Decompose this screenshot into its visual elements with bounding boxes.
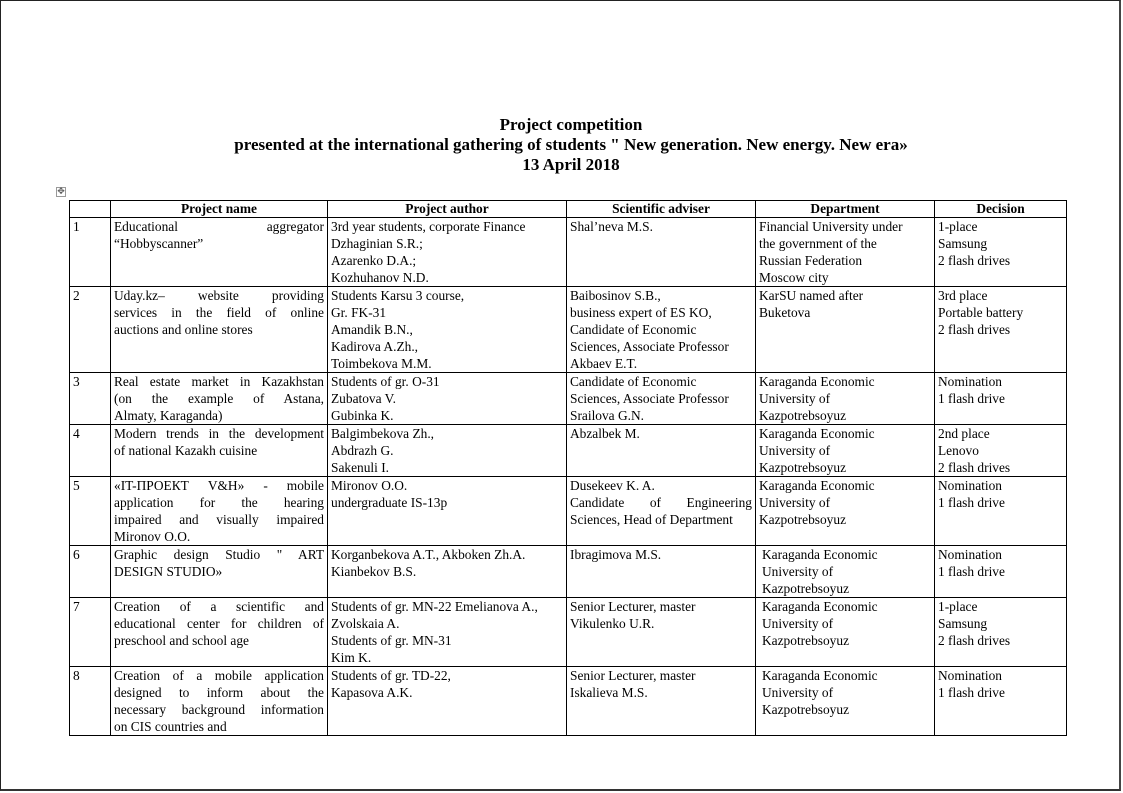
cell-project-name-line: auctions and online stores: [114, 322, 253, 337]
cell-department-line: Moscow city: [759, 270, 829, 285]
cell-project-author-line: Kianbekov B.S.: [331, 564, 417, 579]
cell-scientific-adviser: [567, 287, 756, 373]
cell-project-name-line: services in the field of online: [114, 305, 324, 320]
cell-project-author-line: Toimbekova M.M.: [331, 356, 432, 371]
cell-project-name-line: educational center for children of: [114, 616, 324, 631]
cell-project-author-line: Gr. FK-31: [331, 305, 387, 320]
cell-project-author-line: Dzhaginian S.R.;: [331, 236, 423, 251]
cell-department-line: Kazpotrebsoyuz: [759, 460, 847, 475]
cell-project-author-line: Abdrazh G.: [331, 443, 394, 458]
header-project-name: Project name: [111, 201, 328, 218]
cell-decision-line: Nomination: [938, 374, 1002, 389]
cell-project-name-line: Almaty, Karaganda): [114, 408, 223, 423]
cell-scientific-adviser-line: Iskalieva M.S.: [570, 685, 648, 700]
cell-department-line: the government of the: [759, 236, 877, 251]
cell-project-name-line: Modern trends in the development: [114, 426, 324, 441]
cell-scientific-adviser-line: Dusekeev K. A.: [570, 478, 655, 493]
cell-scientific-adviser-line: Senior Lecturer, master: [570, 599, 696, 614]
cell-number: 3: [70, 373, 111, 425]
cell-scientific-adviser: [567, 477, 756, 546]
cell-decision: [935, 477, 1067, 546]
cell-scientific-adviser-line: Senior Lecturer, master: [570, 668, 696, 683]
cell-project-author-line: Kapasova A.K.: [331, 685, 413, 700]
cell-number: 6: [70, 546, 111, 598]
cell-department-line: KarSU named after: [759, 288, 864, 303]
cell-department-line: University of: [759, 495, 831, 510]
cell-department-line: Karaganda Economic: [762, 547, 878, 562]
cell-project-name: [111, 425, 328, 477]
cell-decision-line: 1 flash drive: [938, 564, 1005, 579]
cell-decision: [935, 546, 1067, 598]
cell-scientific-adviser-line: business expert of ES KO,: [570, 305, 712, 320]
cell-project-author: [328, 425, 567, 477]
cell-project-author-line: Mironov O.O.: [331, 478, 408, 493]
cell-department: [756, 373, 935, 425]
cell-project-name-line: Educational aggregator: [114, 219, 324, 234]
cell-number: 7: [70, 598, 111, 667]
cell-scientific-adviser-line: Sciences, Associate Professor: [570, 391, 729, 406]
table-body: [70, 218, 1067, 736]
cell-project-author-line: Gubinka K.: [331, 408, 394, 423]
cell-project-author-line: Students of gr. O-31: [331, 374, 440, 389]
cell-department: [756, 546, 935, 598]
cell-project-name: [111, 667, 328, 736]
cell-project-name: [111, 218, 328, 287]
cell-department-line: Karaganda Economic: [762, 599, 878, 614]
cell-project-name-line: on CIS countries and: [114, 719, 227, 734]
cell-decision-line: Samsung: [938, 236, 988, 251]
cell-decision-line: 1-place: [938, 599, 978, 614]
cell-decision-line: Nomination: [938, 547, 1002, 562]
cell-decision-line: Lenovo: [938, 443, 979, 458]
table-row: [70, 373, 1067, 425]
cell-decision-line: Nomination: [938, 668, 1002, 683]
cell-project-author-line: Students of gr. MN-31: [331, 633, 452, 648]
cell-scientific-adviser: [567, 373, 756, 425]
cell-scientific-adviser-line: Shal’neva M.S.: [570, 219, 653, 234]
document-title: [1, 115, 1123, 175]
cell-project-name: [111, 546, 328, 598]
cell-department-line: Kazpotrebsoyuz: [759, 408, 847, 423]
table-header-row: [70, 201, 1067, 218]
cell-project-author-line: Kozhuhanov N.D.: [331, 270, 429, 285]
cell-department-line: Karaganda Economic: [762, 668, 878, 683]
cell-project-author-line: 3rd year students, corporate Finance: [331, 219, 526, 234]
cell-project-author: [328, 477, 567, 546]
cell-project-name-line: application for the hearing: [114, 495, 324, 510]
move-arrows-icon: ✥: [57, 187, 65, 197]
cell-department-line: Kazpotrebsoyuz: [762, 581, 850, 596]
cell-department: [756, 218, 935, 287]
cell-department-line: Financial University under: [759, 219, 903, 234]
cell-scientific-adviser-line: Sciences, Associate Professor: [570, 339, 729, 354]
cell-project-author-line: Azarenko D.A.;: [331, 253, 417, 268]
cell-decision: [935, 287, 1067, 373]
cell-project-name-line: (on the example of Astana,: [114, 391, 324, 406]
cell-decision-line: Samsung: [938, 616, 988, 631]
table-row: [70, 546, 1067, 598]
header-project-author: Project author: [328, 201, 567, 218]
header-scientific-adviser: Scientific adviser: [567, 201, 756, 218]
cell-decision: [935, 598, 1067, 667]
cell-decision-line: 1-place: [938, 219, 978, 234]
cell-project-author-line: Zvolskaia A.: [331, 616, 400, 631]
cell-scientific-adviser-line: Ibragimova M.S.: [570, 547, 662, 562]
cell-project-author: [328, 546, 567, 598]
cell-department-line: University of: [759, 391, 831, 406]
cell-scientific-adviser: [567, 218, 756, 287]
cell-project-name-line: Mironov O.O.: [114, 529, 191, 544]
cell-scientific-adviser-line: Abzalbek M.: [570, 426, 640, 441]
cell-project-name-line: preschool and school age: [114, 633, 249, 648]
cell-decision-line: 2 flash drives: [938, 460, 1011, 475]
cell-department: [756, 667, 935, 736]
header-department: Department: [756, 201, 935, 218]
cell-scientific-adviser: [567, 425, 756, 477]
cell-decision-line: 3rd place: [938, 288, 988, 303]
cell-project-name-line: Creation of a scientific and: [114, 599, 324, 614]
header-decision: Decision: [935, 201, 1067, 218]
cell-number: 4: [70, 425, 111, 477]
cell-project-author-line: undergraduate IS-13p: [331, 495, 448, 510]
cell-project-name: [111, 287, 328, 373]
cell-decision: [935, 425, 1067, 477]
cell-department-line: Kazpotrebsoyuz: [759, 512, 847, 527]
cell-department: [756, 287, 935, 373]
header-number: [70, 201, 111, 218]
cell-department-line: Kazpotrebsoyuz: [762, 702, 850, 717]
cell-department-line: University of: [759, 443, 831, 458]
cell-project-author-line: Sakenuli I.: [331, 460, 390, 475]
cell-department-line: University of: [762, 685, 834, 700]
cell-project-author: [328, 373, 567, 425]
cell-project-author: [328, 287, 567, 373]
cell-department-line: Russian Federation: [759, 253, 863, 268]
cell-decision-line: 1 flash drive: [938, 685, 1005, 700]
cell-project-name-line: Graphic design Studio " ART: [114, 547, 324, 562]
cell-decision-line: 2 flash drives: [938, 633, 1011, 648]
cell-decision-line: 1 flash drive: [938, 495, 1005, 510]
cell-scientific-adviser-line: Candidate of Economic: [570, 322, 697, 337]
cell-project-name: [111, 598, 328, 667]
cell-project-name-line: Real estate market in Kazakhstan: [114, 374, 324, 389]
cell-decision-line: 2nd place: [938, 426, 990, 441]
cell-department-line: Karaganda Economic: [759, 478, 875, 493]
cell-project-author-line: Students of gr. MN-22 Emelianova A.,: [331, 599, 538, 614]
cell-number: 1: [70, 218, 111, 287]
title-line-1: Project competition: [499, 115, 643, 134]
cell-decision-line: 1 flash drive: [938, 391, 1005, 406]
cell-scientific-adviser-line: Vikulenko U.R.: [570, 616, 655, 631]
cell-department-line: Karaganda Economic: [759, 374, 875, 389]
cell-project-name: [111, 477, 328, 546]
cell-decision-line: Nomination: [938, 478, 1002, 493]
cell-decision-line: 2 flash drives: [938, 253, 1011, 268]
cell-project-author: [328, 218, 567, 287]
cell-department-line: University of: [762, 564, 834, 579]
cell-department-line: University of: [762, 616, 834, 631]
cell-scientific-adviser-line: Candidate of Economic: [570, 374, 697, 389]
cell-decision-line: 2 flash drives: [938, 322, 1011, 337]
table-row: [70, 425, 1067, 477]
cell-project-name-line: designed to inform about the: [114, 685, 324, 700]
title-line-3: 13 April 2018: [522, 155, 620, 174]
cell-project-name-line: necessary background information: [114, 702, 324, 717]
cell-scientific-adviser-line: Sciences, Head of Department: [570, 512, 733, 527]
cell-project-name-line: DESIGN STUDIO»: [114, 564, 223, 579]
cell-number: 5: [70, 477, 111, 546]
cell-department: [756, 598, 935, 667]
cell-project-author-line: Korganbekova A.T., Akboken Zh.A.: [331, 547, 526, 562]
competition-results-table: [69, 200, 1067, 736]
cell-scientific-adviser: [567, 546, 756, 598]
table-row: [70, 287, 1067, 373]
cell-project-name-line: «IT-ПРОЕКТ V&H» - mobile: [114, 478, 324, 493]
cell-project-author-line: Zubatova V.: [331, 391, 396, 406]
cell-project-name: [111, 373, 328, 425]
cell-scientific-adviser: [567, 667, 756, 736]
cell-project-author-line: Students Karsu 3 course,: [331, 288, 465, 303]
cell-department-line: Kazpotrebsoyuz: [762, 633, 850, 648]
cell-scientific-adviser-line: Srailova G.N.: [570, 408, 645, 423]
cell-project-author-line: Kadirova A.Zh.,: [331, 339, 419, 354]
title-line-2: presented at the international gathering of students " New generation. New energy. New era»: [234, 135, 908, 154]
cell-number: 2: [70, 287, 111, 373]
cell-department-line: Buketova: [759, 305, 811, 320]
cell-project-author: [328, 598, 567, 667]
cell-decision: [935, 373, 1067, 425]
cell-project-name-line: “Hobbyscanner”: [114, 236, 204, 251]
cell-project-name-line: of national Kazakh cuisine: [114, 443, 258, 458]
cell-scientific-adviser: [567, 598, 756, 667]
cell-decision-line: Portable battery: [938, 305, 1024, 320]
cell-scientific-adviser-line: Baibosinov S.B.,: [570, 288, 661, 303]
cell-project-name-line: Uday.kz– website providing: [114, 288, 324, 303]
table-move-handle[interactable]: [56, 187, 66, 197]
cell-department: [756, 425, 935, 477]
table-row: [70, 218, 1067, 287]
cell-project-author-line: Students of gr. TD-22,: [331, 668, 451, 683]
cell-decision: [935, 667, 1067, 736]
table-row: [70, 667, 1067, 736]
cell-department: [756, 477, 935, 546]
cell-project-name-line: impaired and visually impaired: [114, 512, 324, 527]
table-row: [70, 477, 1067, 546]
cell-decision: [935, 218, 1067, 287]
cell-project-author-line: Amandik B.N.,: [331, 322, 413, 337]
cell-project-author-line: Kim K.: [331, 650, 372, 665]
cell-scientific-adviser-line: Candidate of Engineering: [570, 495, 752, 510]
table-row: [70, 598, 1067, 667]
cell-project-author: [328, 667, 567, 736]
cell-department-line: Karaganda Economic: [759, 426, 875, 441]
cell-number: 8: [70, 667, 111, 736]
cell-project-author-line: Balgimbekova Zh.,: [331, 426, 435, 441]
cell-scientific-adviser-line: Akbaev E.T.: [570, 356, 638, 371]
cell-project-name-line: Creation of a mobile application: [114, 668, 324, 683]
